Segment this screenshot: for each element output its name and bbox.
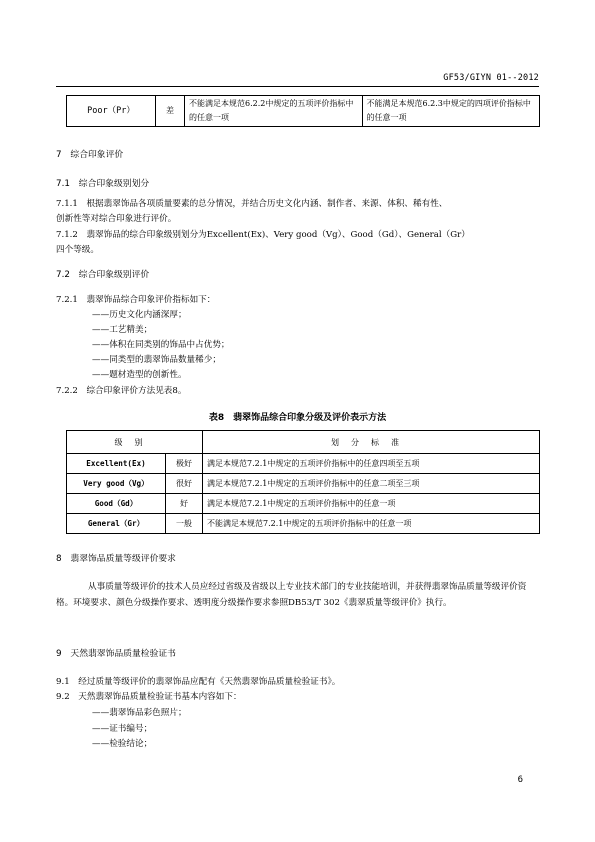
page-number: 6 (517, 775, 523, 785)
list-item: ——体积在同类别的饰品中占优势； (92, 340, 230, 350)
list-item: ——同类型的翡翠饰品数量稀少； (92, 355, 221, 365)
list-item: ——题材造型的创新性。 (92, 370, 187, 380)
section-9-title: 9 天然翡翠饰品质量检验证书 (56, 649, 176, 659)
grade-cell: Excellent(Ex) (67, 454, 166, 474)
list-item: ——翡翠饰品彩色照片； (92, 708, 187, 718)
paragraph-7-1-1-line2: 创新性等对综合印象进行评价。 (56, 214, 177, 224)
standard-code: GF53/GIYN 01--2012 (443, 73, 539, 83)
standard-cell: 不能满足本规范7.2.1中规定的五项评价指标中的任意一项 (203, 514, 540, 534)
table-row (67, 96, 540, 127)
grade-cell: Poor（Pr） (67, 96, 156, 127)
grade-cell: Good（Gd） (67, 494, 166, 514)
column-header-standard: 划分标准 (203, 431, 540, 454)
standard-cell: 满足本规范7.2.1中规定的五项评价指标中的任意一项 (203, 494, 540, 514)
paragraph-7-1-2-line1: 7.1.2 翡翠饰品的综合印象级别划分为Excellent(Ex)、Very good（Vg）、Good（Gd）、General（Gr） (56, 230, 470, 240)
paragraph-7-2-1: 7.2.1 翡翠饰品综合印象评价指标如下： (56, 295, 216, 305)
section-8-paragraph: 从事质量等级评价的技术人员应经过省级及省级以上专业技术部门的专业技能培训，并获得翡翠饰品质量等级评价资格。环境要求、颜色分级操作要求、透明度分级操作要求参照DB53/T 302《翡翠质量等级评价》执行。 (56, 582, 527, 608)
paragraph-7-2-2: 7.2.2 综合印象评价方法见表8。 (56, 386, 187, 396)
criteria-cell: 不能满足本规范6.2.2中规定的五项评价指标中的任意一项 (185, 96, 363, 127)
table-header-row (67, 431, 540, 454)
standard-cell: 满足本规范7.2.1中规定的五项评价指标中的任意四项至五项 (203, 454, 540, 474)
grade-cell: Very good（Vg） (67, 474, 166, 494)
level-cell: 好 (166, 494, 203, 514)
header-rule (56, 86, 539, 87)
table-row (67, 454, 540, 474)
paragraph-7-1-2-line2: 四个等级。 (56, 245, 99, 255)
level-cell: 很好 (166, 474, 203, 494)
column-header-grade: 级别 (67, 431, 203, 454)
table-row (67, 494, 540, 514)
paragraph-7-1-1-line1: 7.1.1 根据翡翠饰品各项质量要素的总分情况，并结合历史文化内涵、制作者、来源、体积、稀有性、 (56, 199, 448, 209)
continued-grade-table (66, 95, 540, 127)
table-8 (66, 430, 540, 534)
grade-cell: General（Gr） (67, 514, 166, 534)
list-item: ——历史文化内涵深厚； (92, 310, 187, 320)
section-7-1-title: 7.1 综合印象级别划分 (56, 179, 150, 189)
list-item: ——检验结论； (92, 739, 153, 749)
paragraph-9-1: 9.1 经过质量等级评价的翡翠饰品应配有《天然翡翠饰品质量检验证书》。 (56, 677, 341, 687)
table-8-title: 表8 翡翠饰品综合印象分级及评价表示方法 (208, 413, 387, 423)
section-7-2-title: 7.2 综合印象级别评价 (56, 270, 150, 280)
paragraph-9-2: 9.2 天然翡翠饰品质量检验证书基本内容如下： (56, 692, 242, 702)
list-item: ——工艺精美； (92, 325, 153, 335)
table-row (67, 514, 540, 534)
level-cell: 差 (156, 96, 185, 127)
level-cell: 一般 (166, 514, 203, 534)
table-row (67, 474, 540, 494)
criteria-cell: 不能满足本规范6.2.3中规定的四项评价指标中的任意一项 (362, 96, 540, 127)
list-item: ——证书编号； (92, 724, 153, 734)
section-8-title: 8 翡翠饰品质量等级评价要求 (56, 554, 176, 564)
section-7-title: 7 综合印象评价 (56, 150, 124, 160)
standard-cell: 满足本规范7.2.1中规定的五项评价指标中的任意二项至三项 (203, 474, 540, 494)
level-cell: 极好 (166, 454, 203, 474)
